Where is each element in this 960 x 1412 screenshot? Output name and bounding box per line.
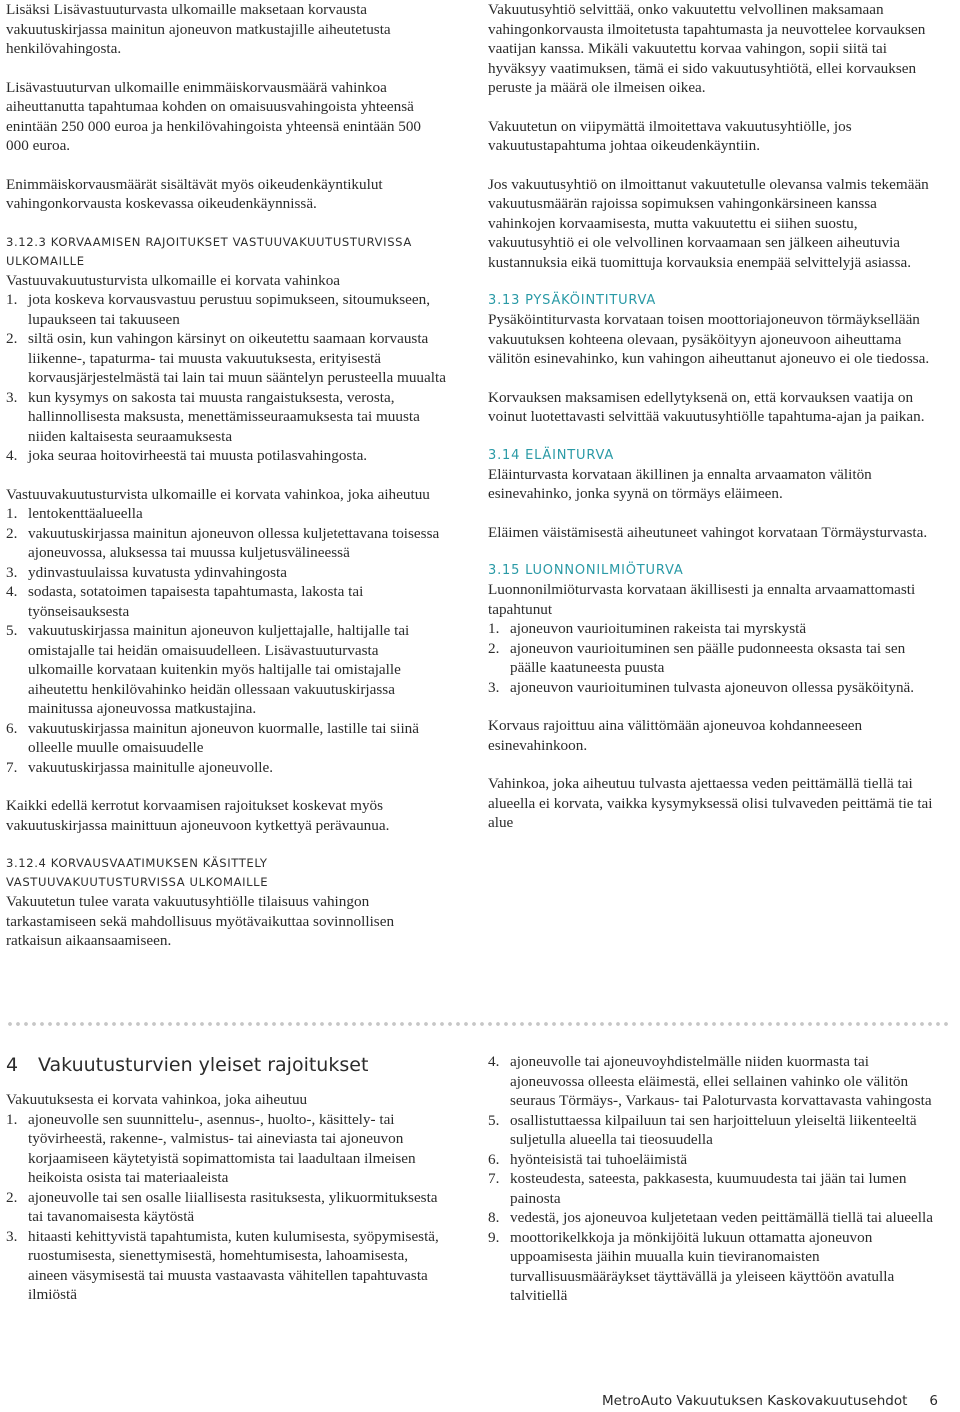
list-item xyxy=(6,582,446,621)
list-number: 4. xyxy=(6,447,18,464)
left-column xyxy=(6,0,446,970)
paragraph: Lisävastuuturvan ulkomaille enimmäiskorvausmäärä vahinkoa aiheuttanutta tapahtumaa kohden on omaisuusvahingoista yhteensä enintään 250 000 euroa ja henkilövahingoista yhteensä enintään 500 000 euroa. xyxy=(6,78,422,154)
list-text: ajoneuvolle tai sen osalle liiallisesta rasituksesta, ylikuormituksesta tai tavanomaisesta käytöstä xyxy=(28,1188,438,1225)
list-text: vakuutuskirjassa mainitulle ajoneuvolle. xyxy=(28,758,274,776)
list-number: 3. xyxy=(488,678,500,696)
list-number: 5. xyxy=(6,622,18,639)
section-4-left xyxy=(6,1052,446,1324)
nature-events-list xyxy=(488,619,944,697)
list-text: ajoneuvolle tai ajoneuvoyhdistelmälle niiden kuormasta tai ajoneuvossa olleesta eläimestä, ellei sellainen vahinko ole välitön seuraus Törmäys-, Varkaus- tai Paloturvasta korvattavasta vahingosta xyxy=(510,1053,932,1109)
list-text: vakuutuskirjassa mainitun ajoneuvon ollessa kuljetettavana toisessa ajoneuvossa, aluksessa tai muussa kuljetusvälineessä xyxy=(28,524,440,561)
list-number: 8. xyxy=(488,1209,500,1226)
list-number: 2. xyxy=(488,639,500,657)
section-heading-3-12-4: 3.12.4 KORVAUSVAATIMUKSEN KÄSITTELY VASTUUVAKUUTUSTURVISSA ULKOMAILLE xyxy=(6,856,269,889)
list-item xyxy=(6,758,446,778)
restrictions-list-2 xyxy=(6,504,446,777)
list-item xyxy=(488,1052,944,1111)
general-restrictions-list-b xyxy=(488,1052,944,1306)
section-heading-3-13: 3.13 PYSÄKÖINTITURVA xyxy=(488,293,657,308)
list-text: ajoneuvon vaurioituminen tulvasta ajoneuvon ollessa pysäköitynä. xyxy=(510,678,915,696)
list-number: 7. xyxy=(488,1170,500,1187)
list-number: 4. xyxy=(488,1053,500,1070)
list-item xyxy=(6,446,446,466)
right-column xyxy=(488,0,944,852)
paragraph: Vakuutusyhtiö selvittää, onko vakuutettu velvollinen maksamaan vahingonkorvausta ilmoitetusta tapahtumasta ja neuvottelee korvauksen vaatijan kanssa. Mikäli vakuutettu korvaa vahingon, sopii siitä tai hyväksyy vaatimuksen, tämä ei sido vakuutusyhtiötä, ellei korvauksen peruste ja määrä ole ilmeisen oikea. xyxy=(488,1,926,96)
paragraph: Kaikki edellä kerrotut korvaamisen rajoitukset koskevat myös vakuutuskirjassa mainittuun ajoneuvoon kytkettyä perävaunua. xyxy=(6,797,390,834)
list-item xyxy=(6,621,446,719)
list-number: 9. xyxy=(488,1228,500,1246)
paragraph: Vakuutetun tulee varata vakuutusyhtiölle tilaisuus vahingon tarkastamiseen sekä mahdollisuus myötävaikuttaa sovinnollisen ratkaisun aikaansaamiseen. xyxy=(6,893,395,949)
list-intro: Luonnonilmiöturvasta korvataan äkillisesti ja ennalta arvaamattomasti tapahtunut xyxy=(488,581,916,618)
paragraph: Pysäköintiturvasta korvataan toisen moottoriajoneuvon törmäyksellään vakuutuksen kohteena olevaan, pysäköityyn ajoneuvoon aiheuttama välitön esinevahinko, kun vahingon aiheuttanut ajoneuvo ei ole tiedossa. xyxy=(488,311,930,367)
page-footer xyxy=(602,1392,938,1412)
list-text: osallistuttaessa kilpailuun tai sen harjoitteluun yleiseltä liikenteeltä suljetulla alueella tai tieosuudella xyxy=(510,1111,917,1148)
list-text: siltä osin, kun vahingon kärsinyt on oikeutettu saamaan korvausta liikenne-, tapaturma- tai muusta vakuutuksesta, erityisestä korvausjärjestelmästä tai lain tai muun sääntelyn perusteella muualta xyxy=(28,330,446,386)
list-text: joka seuraa hoitovirheestä tai muusta potilasvahingosta. xyxy=(28,447,368,464)
paragraph: Korvauksen maksamisen edellytyksenä on, että korvauksen vaatija on voinut luotettavasti selvittää vakuutusyhtiölle tapahtuma-ajan ja paikan. xyxy=(488,388,925,425)
section-heading-3-12-3: 3.12.3 KORVAAMISEN RAJOITUKSET VASTUUVAKUUTUSTURVISSA ULKOMAILLE xyxy=(6,234,412,268)
list-number: 1. xyxy=(6,505,18,522)
page-number: 6 xyxy=(929,1393,938,1409)
paragraph: Jos vakuutusyhtiö on ilmoittanut vakuutetulle olevansa valmis tekemään vakuutusmäärän rajoissa sopimuksen vahingonkärsineen kanssa vahinkojen korvaamisesta, mutta vakuutettu ei siihen suostu, vakuutusyhtiö ei ole velvollinen korvaamaan sen jälkeen aiheutuvia kustannuksia eikä tuomittuja korvauksia enempää selvittelyjä asiassa. xyxy=(488,175,929,271)
list-number: 5. xyxy=(488,1111,500,1129)
list-item xyxy=(488,639,944,678)
list-text: kun kysymys on sakosta tai muusta rangaistuksesta, verosta, hallinnollisesta maksusta, menettämisseuraamuksesta tai muusta niiden kaltaisesta seuraamuksesta xyxy=(28,388,420,445)
list-text: ydinvastuulaissa kuvatusta ydinvahingosta xyxy=(28,563,287,581)
list-item xyxy=(6,504,446,524)
list-item xyxy=(6,1227,446,1305)
paragraph: Eläinturvasta korvataan äkillinen ja ennalta arvaamaton välitön esinevahinko, jonka syynä on törmäys eläimeen. xyxy=(488,465,872,502)
list-item xyxy=(488,1150,944,1170)
list-item xyxy=(6,1110,446,1188)
list-text: ajoneuvolle sen suunnittelu-, asennus-, huolto-, käsittely- tai työvirheestä, rakenne-, valmistus- tai aineviasta tai ajoneuvon korjaamiseen käytetyistä sopimattomista tai laadultaan ilmeisen heikoista osista tai materiaaleista xyxy=(28,1110,416,1186)
list-number: 4. xyxy=(6,583,18,600)
list-text: hyönteisistä tai tuhoeläimistä xyxy=(510,1150,688,1168)
list-text: moottorikelkkoja ja mönkijöitä lukuun ottamatta ajoneuvon uppoamisesta jäihin muualla kuin tieviranomaisten turvallisuusmääräykset täyttävällä ja yleiseen käyttöön avatulla talvitiellä xyxy=(510,1228,895,1304)
list-number: 2. xyxy=(6,524,18,542)
dotted-divider xyxy=(6,1021,950,1027)
list-text: hitaasti kehittyvistä tapahtumista, kuten kulumisesta, syöpymisestä, ruostumisesta, sienettymisestä, homehtumisesta, lahoamisesta, aineen väsymisestä tai muusta vastaavasta vähitellen tapahtuvasta ilmiöstä xyxy=(28,1227,439,1303)
section-4-right xyxy=(488,1052,944,1325)
paragraph: Vahinkoa, joka aiheutuu tulvasta ajettaessa veden peittämällä tiellä tai alueella ei korvata, vaikka kysymyksessä olisi tulvaveden peittämä tie tai alue xyxy=(488,775,933,831)
list-text: lentokenttäalueella xyxy=(28,505,143,522)
list-item xyxy=(488,1111,944,1150)
section-number: 4 xyxy=(6,1054,19,1076)
list-item xyxy=(6,1188,446,1227)
list-text: jota koskeva korvausvastuu perustuu sopimukseen, sitoumukseen, lupaukseen tai takuuseen xyxy=(28,291,430,328)
list-item xyxy=(6,719,446,758)
list-number: 3. xyxy=(6,1227,18,1245)
section-title-text: Vakuutusturvien yleiset rajoitukset xyxy=(38,1054,369,1076)
list-text: vedestä, jos ajoneuvoa kuljetetaan veden peittämällä tiellä tai alueella xyxy=(510,1209,933,1226)
list-number: 3. xyxy=(6,563,18,581)
list-item xyxy=(488,619,944,639)
list-item xyxy=(6,563,446,583)
paragraph: Enimmäiskorvausmäärät sisältävät myös oikeudenkäyntikulut vahingonkorvausta koskevassa oikeudenkäynnissä. xyxy=(6,175,383,212)
paragraph: Lisäksi Lisävastuuturvasta ulkomaille maksetaan korvausta vakuutuskirjassa mainitun ajoneuvon matkustajille aiheutetusta henkilövahingosta. xyxy=(6,1,391,57)
list-intro: Vastuuvakuutusturvista ulkomaille ei korvata vahinkoa, joka aiheutuu xyxy=(6,485,430,503)
list-number: 3. xyxy=(6,388,18,406)
list-item xyxy=(6,290,446,329)
section-heading-3-14: 3.14 ELÄINTURVA xyxy=(488,447,615,463)
list-item xyxy=(488,678,944,698)
list-text: ajoneuvon vaurioituminen sen päälle pudonneesta oksasta tai sen päälle kaatuneesta puusta xyxy=(510,639,906,676)
list-text: vakuutuskirjassa mainitun ajoneuvon kuormalle, lastille tai siinä olleelle muulle omaisuudelle xyxy=(28,719,419,756)
section-4-title xyxy=(6,1052,446,1078)
paragraph: Korvaus rajoittuu aina välittömään ajoneuvoa kohdanneeseen esinevahinkoon. xyxy=(488,717,863,754)
list-text: vakuutuskirjassa mainitun ajoneuvon kuljettajalle, haltijalle tai omistajalle tai heidän omaisuudelleen. Lisävastuuturvasta ulkomaille korvataan kuitenkin myös haltijalle tai omistajalle aiheutettu henkilövahinko heidän ollessaan vakuutuskirjassa mainitussa ajoneuvossa matkustajina. xyxy=(28,622,410,717)
list-item xyxy=(6,524,446,563)
paragraph: Eläimen väistämisestä aiheutuneet vahingot korvataan Törmäysturvasta. xyxy=(488,523,928,541)
list-number: 2. xyxy=(6,330,18,347)
list-intro: Vakuutuksesta ei korvata vahinkoa, joka aiheutuu xyxy=(6,1091,308,1108)
list-number: 2. xyxy=(6,1188,18,1206)
paragraph: Vakuutetun on viipymättä ilmoitettava vakuutusyhtiölle, jos vakuutustapahtuma johtaa oikeudenkäyntiin. xyxy=(488,117,852,154)
section-heading-3-15: 3.15 LUONNONILMIÖTURVA xyxy=(488,563,684,578)
list-intro: Vastuuvakuutusturvista ulkomaille ei korvata vahinkoa xyxy=(6,271,341,289)
general-restrictions-list-a xyxy=(6,1110,446,1305)
list-item xyxy=(488,1228,944,1306)
list-text: sodasta, sotatoimen tapaisesta tapahtumasta, lakosta tai työnseisauksesta xyxy=(28,583,364,620)
list-number: 1. xyxy=(488,620,500,637)
list-text: ajoneuvon vaurioituminen rakeista tai myrskystä xyxy=(510,620,807,637)
list-number: 6. xyxy=(6,719,18,737)
list-item xyxy=(6,388,446,447)
list-number: 6. xyxy=(488,1150,500,1168)
list-item xyxy=(488,1169,944,1208)
list-number: 1. xyxy=(6,1110,18,1128)
footer-brand: MetroAuto Vakuutuksen Kaskovakuutusehdot xyxy=(602,1393,908,1409)
list-number: 7. xyxy=(6,758,18,776)
list-number: 1. xyxy=(6,291,18,308)
restrictions-list-1 xyxy=(6,290,446,466)
list-item xyxy=(488,1208,944,1228)
list-text: kosteudesta, sateesta, pakkasesta, kuumuudesta tai jään tai lumen painosta xyxy=(510,1170,907,1207)
list-item xyxy=(6,329,446,388)
